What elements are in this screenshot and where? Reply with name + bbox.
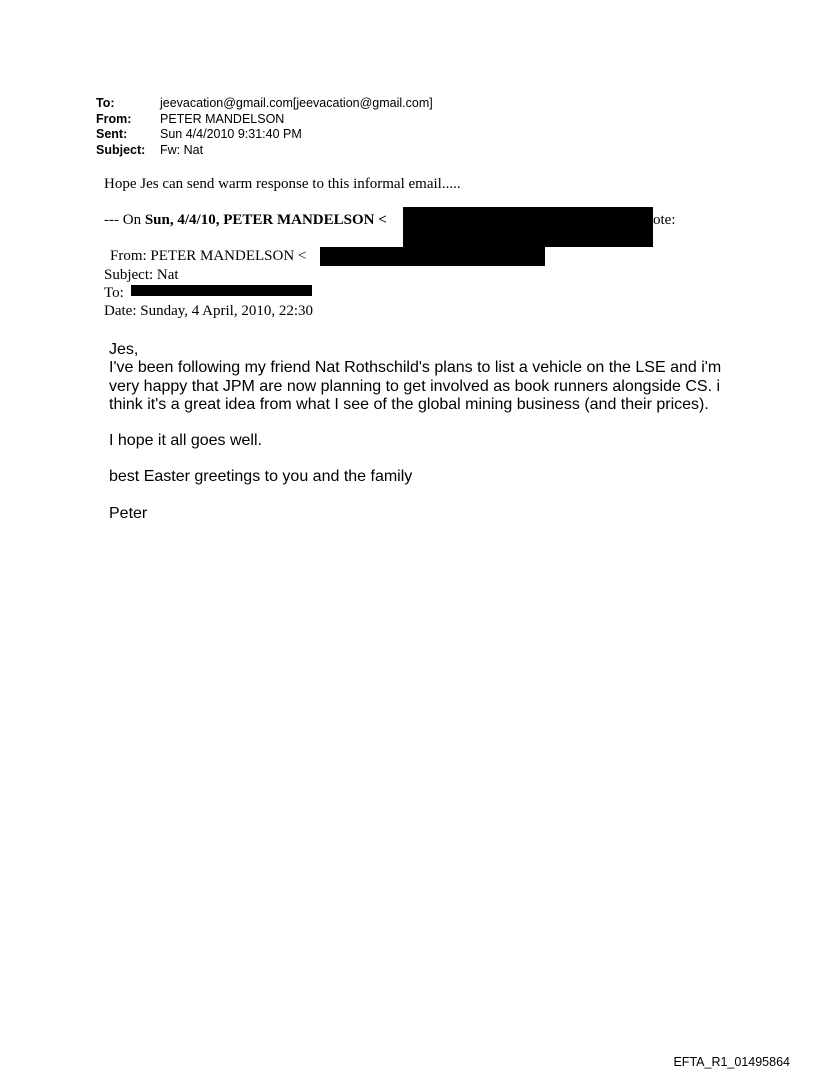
signature: Peter bbox=[109, 504, 148, 522]
from-label: From: bbox=[96, 111, 132, 126]
email-header bbox=[96, 96, 433, 158]
subject-value: Fw: Nat bbox=[160, 142, 204, 157]
to-label: To: bbox=[96, 96, 115, 110]
document-id: EFTA_R1_01495864 bbox=[673, 1055, 790, 1069]
body-paragraph: I've been following my friend Nat Rothschild's plans to list a vehicle on the LSE and i'm very happy that JPM are now planning to get involved as book runners alongside CS. i think it's a great idea from what I see of the global mining business (and their prices). bbox=[109, 359, 722, 413]
forward-sender: Sun, 4/4/10, PETER MANDELSON < bbox=[144, 212, 387, 228]
sent-value: Sun 4/4/2010 9:31:40 PM bbox=[160, 127, 302, 141]
sent-label: Sent: bbox=[96, 127, 128, 141]
forwarded-from: From: PETER MANDELSON < bbox=[110, 248, 307, 264]
forward-line bbox=[104, 211, 387, 229]
forwarded-to: To: bbox=[104, 285, 124, 301]
to-value: jeevacation@gmail.com[jeevacation@gmail.com] bbox=[160, 96, 433, 110]
header-sent-row bbox=[96, 127, 433, 143]
intro-line: Hope Jes can send warm response to this informal email..... bbox=[104, 176, 461, 192]
forward-prefix: --- On bbox=[104, 212, 145, 228]
body-paragraph: best Easter greetings to you and the family bbox=[109, 468, 413, 486]
forwarded-date: Date: Sunday, 4 April, 2010, 22:30 bbox=[104, 303, 314, 319]
header-to-row bbox=[96, 96, 433, 112]
redaction-box bbox=[131, 285, 312, 296]
from-value: PETER MANDELSON bbox=[160, 111, 285, 126]
forward-suffix: ote: bbox=[653, 212, 676, 228]
forwarded-subject: Subject: Nat bbox=[104, 267, 179, 283]
header-subject-row bbox=[96, 143, 433, 159]
header-from-row bbox=[96, 112, 433, 128]
redaction-box bbox=[320, 247, 545, 266]
body-paragraph: I hope it all goes well. bbox=[109, 432, 262, 450]
redaction-box bbox=[403, 207, 653, 247]
subject-label: Subject: bbox=[96, 142, 146, 157]
greeting: Jes, bbox=[109, 341, 139, 358]
message-body bbox=[109, 341, 749, 523]
